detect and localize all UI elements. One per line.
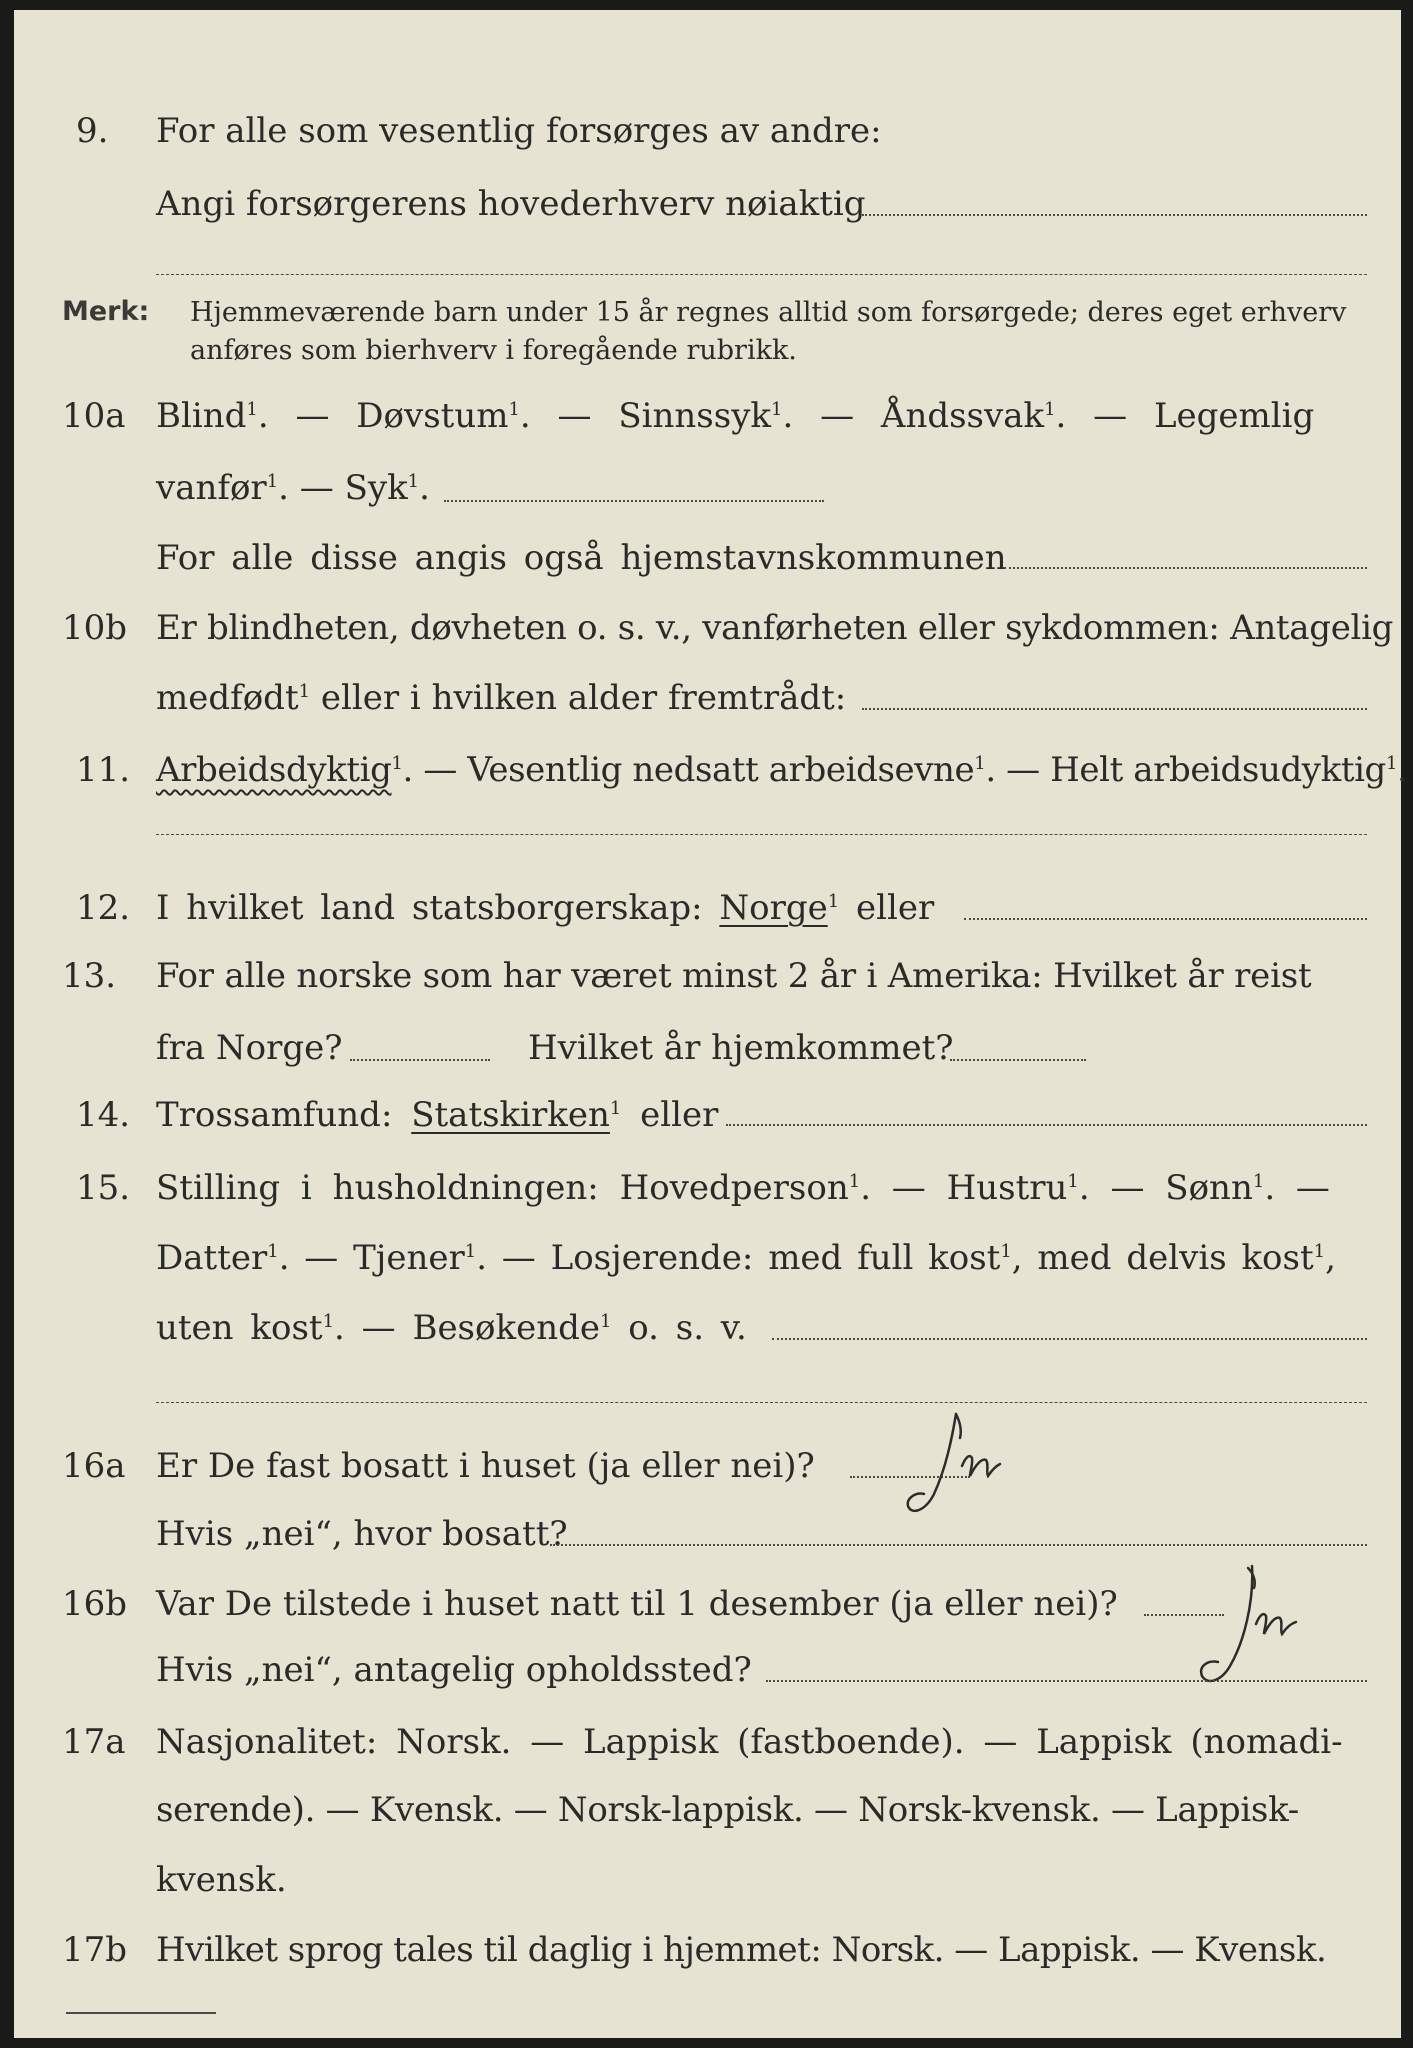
q16a-residence-field[interactable] [550,1544,1367,1546]
q11-selected-option: Arbeidsdyktig [156,750,392,790]
q9-answer-field-2[interactable] [156,274,1367,275]
q17b-number: 17b [62,1930,128,1970]
q16b-handwritten-answer-ja [1164,1562,1314,1692]
q10b-answer-field[interactable] [862,708,1367,710]
q17a-question-line3: kvensk. [156,1860,287,1900]
census-form-page [14,10,1408,2038]
q16b-number: 16b [62,1584,128,1624]
q9-question-line2: Angi forsørgerens hovederhverv nøiaktig [156,184,866,224]
q13-departure-year-field[interactable] [350,1059,490,1061]
note-text: Hjemmeværende barn under 15 år regnes alltid som forsørgede; deres eget erhverv [190,297,1347,328]
q11-number: 11. [76,750,131,790]
q10b-number: 10b [62,608,128,648]
q10a-question: Blind$^1$. — Døvstum$^1$. — Sinnssyk$^1$. — Åndssvak$^1$. — Legemlig [156,396,1315,436]
q15-number: 15. [76,1168,131,1208]
q14-answer-field[interactable] [726,1124,1367,1126]
q14-selected-option: Statskirken [411,1095,610,1135]
q12-answer-field[interactable] [964,918,1367,920]
q12-number: 12. [76,888,131,928]
q11-question: Arbeidsdyktig$^1$. — Vesentlig nedsatt arbeidsevne$^1$. — Helt arbeidsudyktig$^1$. [156,750,1408,790]
q9-number: 9. [76,111,109,151]
q16a-question: Er De fast bosatt i huset (ja eller nei)? [156,1446,815,1486]
q13-question: For alle norske som har været minst 2 år i Amerika: Hvilket år reist [156,956,1312,996]
q13-return-year-field[interactable] [950,1059,1086,1061]
q11-answer-field[interactable] [156,834,1367,835]
q13-number: 13. [62,956,117,996]
q13-question-line2a: fra Norge? [156,1028,343,1068]
footnote-rule [66,2012,216,2014]
note-label: Merk: [62,296,150,327]
q17a-question: Nasjonalitet: Norsk. — Lappisk (fastboende). — Lappisk (nomadi- [156,1722,1343,1762]
q10a-number: 10a [62,396,126,436]
q9-answer-field[interactable] [862,214,1367,216]
q12-question: I hvilket land statsborgerskap: Norge$^1$ eller [156,888,935,928]
q15-answer-field-2[interactable] [156,1402,1367,1403]
q14-number: 14. [76,1095,131,1135]
q14-question: Trossamfund: Statskirken$^1$ eller [156,1095,719,1135]
q12-selected-option: Norge [719,888,828,928]
q10a-home-municipality-question: For alle disse angis også hjemstavnskommunen [156,538,1007,578]
q15-question-line2: Datter$^1$. — Tjener$^1$. — Losjerende: med full kost$^1$, med delvis kost$^1$, [156,1238,1336,1278]
q15-answer-field[interactable] [772,1338,1367,1340]
q10a-question-line2: vanfør$^1$. — Syk$^1$. [156,468,430,508]
q16a-number: 16a [62,1446,126,1486]
q16a-question-line2: Hvis „nei“, hvor bosatt? [156,1514,568,1554]
q9-question: For alle som vesentlig forsørges av andre: [156,111,882,151]
q10b-question-line2: medfødt$^1$ eller i hvilken alder fremtrådt: [156,678,847,718]
q16b-question-line2: Hvis „nei“, antagelig opholdssted? [156,1650,752,1690]
q15-question-line3: uten kost$^1$. — Besøkende$^1$ o. s. v. [156,1308,747,1348]
q16b-location-field[interactable] [766,1680,1367,1682]
q10b-question: Er blindheten, døvheten o. s. v., vanførheten eller sykdommen: Antagelig [156,608,1394,648]
q16b-question: Var De tilstede i huset natt til 1 desember (ja eller nei)? [156,1584,1118,1624]
q10a-municipality-field[interactable] [1004,567,1367,569]
q17a-question-line2: serende). — Kvensk. — Norsk-lappisk. — Norsk-kvensk. — Lappisk- [156,1790,1299,1830]
q10a-answer-field[interactable] [444,500,824,502]
q16a-handwritten-answer-ja [890,1408,1030,1528]
note-text-line2: anføres som bierhverv i foregående rubrikk. [190,335,797,366]
q13-question-line2b: Hvilket år hjemkommet? [528,1028,954,1068]
q15-question: Stilling i husholdningen: Hovedperson$^1$. — Hustru$^1$. — Sønn$^1$. — [156,1168,1330,1208]
q17a-number: 17a [62,1722,126,1762]
q17b-question: Hvilket sprog tales til daglig i hjemmet: Norsk. — Lappisk. — Kvensk. [156,1930,1327,1970]
